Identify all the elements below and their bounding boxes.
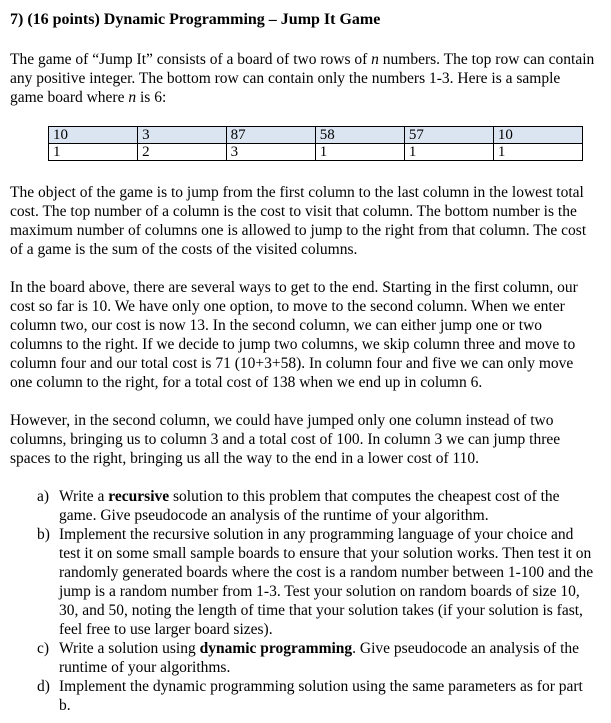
variable-n: n xyxy=(371,51,379,68)
board-cell: 57 xyxy=(404,127,493,144)
intro-paragraph xyxy=(10,50,595,107)
board-cell: 1 xyxy=(493,144,582,161)
part-text: Write a solution using xyxy=(59,640,200,657)
board-cell: 3 xyxy=(138,127,227,144)
part-label: d) xyxy=(37,678,50,695)
part-d xyxy=(37,677,595,715)
part-text: Implement the recursive solution in any programming language of your choice and test it on some small sample boards to ensure that your solution works. Then test it on randomly generated boards where the cost is a random number between 1-100 and the jump is a random number from 1-3. Test your solution on random boards of size 10, 30, and 50, noting the length of time that your solution takes (if your solution is fast, feel free to use larger board sizes). xyxy=(59,526,594,638)
part-text: . Give pseudocode an analysis of the runtime of your algorithms. xyxy=(59,640,580,676)
intro-text-1: The game of “Jump It” consists of a board of two rows of xyxy=(10,51,372,68)
part-label: b) xyxy=(37,526,50,543)
board-cell: 1 xyxy=(404,144,493,161)
variable-n: n xyxy=(128,89,137,106)
part-a xyxy=(37,487,595,525)
part-label: c) xyxy=(37,640,50,657)
part-b xyxy=(37,525,595,639)
problem-title: 7) (16 points) Dynamic Programming – Jump It Game xyxy=(10,11,381,28)
alternative-paragraph: However, in the second column, we could have jumped only one column instead of two columns, bringing us to column 3 and a total cost of 100. In column 3 we can jump three spaces to the right, bringing us all the way to the end in a lower cost of 110. xyxy=(10,412,561,467)
part-text: Write a xyxy=(59,488,109,505)
intro-text-3: is 6: xyxy=(136,89,167,106)
board-cell: 10 xyxy=(49,127,138,144)
game-board xyxy=(48,126,583,161)
board-cell: 10 xyxy=(493,127,582,144)
part-label: a) xyxy=(37,488,50,505)
intro-text-2: numbers. The top row can contain any positive integer. The bottom row can contain only the numbers 1-3. Here is a sample game board where xyxy=(10,51,595,106)
part-text: Implement the dynamic programming solution using the same parameters as for part b. xyxy=(59,678,583,714)
board-cell: 1 xyxy=(49,144,138,161)
board-cell: 1 xyxy=(315,144,404,161)
part-c xyxy=(37,639,595,677)
board-top-row xyxy=(49,127,583,144)
board-cell: 58 xyxy=(315,127,404,144)
board-bottom-row xyxy=(49,144,583,161)
board-cell: 87 xyxy=(226,127,315,144)
board-cell: 2 xyxy=(138,144,227,161)
board-cell: 3 xyxy=(226,144,315,161)
part-text: solution to this problem that computes the cheapest cost of the game. Give pseudocode an analysis of the runtime of your algorithm. xyxy=(59,488,560,524)
objective-paragraph: The object of the game is to jump from the first column to the last column in the lowest total cost. The top number of a column is the cost to visit that column. The bottom number is the maximum number of columns one is allowed to jump to the right from that column. The cost of a game is the sum of the costs of the visited columns. xyxy=(10,184,587,258)
problem-page xyxy=(10,10,595,715)
question-parts xyxy=(37,487,595,715)
part-emphasis: recursive xyxy=(108,488,170,505)
example-paragraph: In the board above, there are several ways to get to the end. Starting in the first column, our cost so far is 10. We have only one option, to move to the second column. When we enter column two, our cost is now 13. In the second column, we can either jump one or two columns to the right. If we decide to jump two columns, we skip column three and move to column four and our total cost is 71 (10+3+58). In column four and five we can only move one column to the right, for a total cost of 138 when we end up in column 6. xyxy=(10,279,578,391)
part-emphasis: dynamic programming xyxy=(199,640,353,657)
